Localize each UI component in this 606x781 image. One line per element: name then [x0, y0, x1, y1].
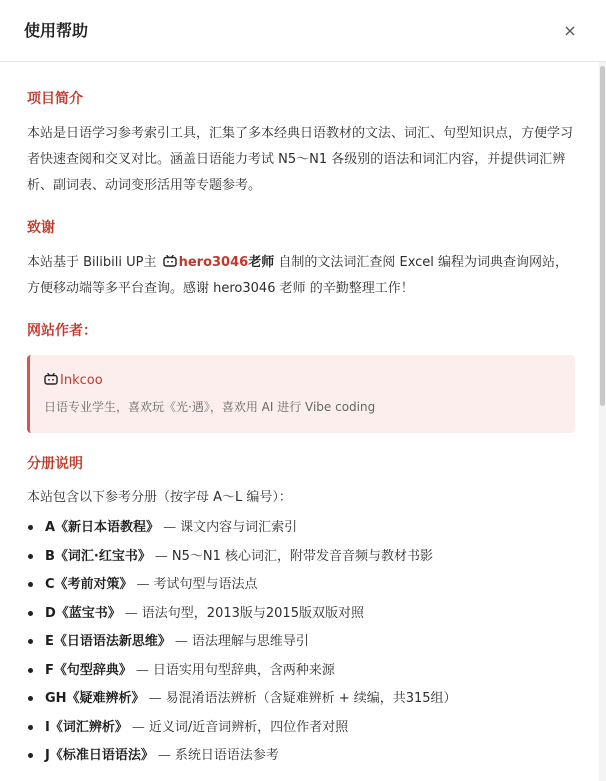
volume-desc: 语法句型，2013版与2015版双版对照 [141, 605, 364, 621]
list-item [27, 604, 573, 633]
list-item [27, 547, 573, 576]
volume-name: B《词汇·红宝书》 [45, 548, 151, 564]
teacher-suffix: 老师 [248, 255, 275, 270]
thanks-text [27, 250, 573, 302]
list-item [27, 575, 573, 604]
bilibili-tv-icon [163, 255, 177, 267]
volume-desc: 近义词/近音词辨析，四位作者对照 [148, 719, 349, 735]
volumes-intro: 本站包含以下参考分册（按字母 A～L 编号）： [27, 490, 292, 505]
author-name[interactable]: Inkcoo [60, 373, 103, 388]
volume-dash: — [124, 605, 138, 621]
list-item [27, 632, 573, 661]
volume-name: I《词汇辨析》 [45, 719, 128, 735]
volume-dash: — [148, 691, 162, 706]
list-item [27, 661, 573, 690]
volume-name: A《新日本语教程》 [45, 520, 160, 535]
author-name-row[interactable] [44, 369, 575, 393]
volume-dash: — [163, 520, 177, 535]
volume-dash: — [131, 719, 145, 735]
thanks-prefix: 本站基于 Bilibili UP主 [27, 255, 161, 270]
list-item [27, 718, 573, 747]
volume-desc: 课文内容与词汇索引 [180, 520, 298, 535]
volume-desc: 语法理解与思维导引 [191, 634, 309, 649]
section-title-volumes: 分册说明 [27, 456, 83, 472]
volume-dash: — [136, 577, 150, 592]
volume-desc: 易混淆语法辨析（含疑难辨析 + 续编，共315组） [165, 691, 457, 706]
volume-desc: N5～N1 核心词汇，附带发音音频与教材书影 [171, 548, 433, 564]
volume-desc: 日语实用句型辞典，含两种来源 [152, 662, 335, 678]
volume-name: D《蓝宝书》 [45, 605, 121, 621]
volume-name: C《考前对策》 [45, 577, 133, 592]
thanks-suffix: 自制的文法词汇查阅 Excel 编程为词典查询网站，方便移动端等多平台查询。感谢 hero3046 老师 的辛勤整理工作！ [27, 255, 569, 296]
volume-dash: — [174, 634, 188, 649]
teacher-link[interactable]: hero3046 [178, 255, 249, 270]
modal-body[interactable] [0, 62, 600, 781]
volume-desc: 考试句型与语法点 [153, 577, 258, 592]
volume-dash: — [154, 548, 168, 564]
bilibili-tv-icon [44, 373, 58, 385]
list-item [27, 518, 573, 547]
section-title-thanks: 致谢 [27, 220, 55, 236]
volume-list [27, 518, 573, 775]
section-title-author: 网站作者： [27, 323, 97, 339]
list-item [27, 689, 573, 718]
volume-dash: — [135, 662, 149, 678]
volume-desc: 系统日语语法参考 [174, 748, 279, 763]
volume-dash: — [157, 748, 171, 763]
author-description: 日语专业学生，喜欢玩《光·遇》，喜欢用 AI 进行 Vibe coding [44, 400, 376, 414]
modal-title: 使用帮助 [24, 21, 89, 40]
volume-name: E《日语语法新思维》 [45, 634, 171, 649]
volume-name: F《句型辞典》 [45, 662, 132, 678]
list-item [27, 746, 573, 775]
scrollbar-thumb[interactable] [600, 66, 605, 406]
close-button[interactable]: × [563, 21, 577, 40]
volume-name: J《标准日语语法》 [45, 748, 154, 763]
intro-text: 本站是日语学习参考索引工具，汇集了多本经典日语教材的文法、词汇、句型知识点，方便学习者快速查阅和交叉对比。涵盖日语能力考试 N5～N1 各级别的语法和词汇内容，并提供词汇辨析、副词表、动词变形活用等专题参考。 [27, 126, 574, 193]
section-title-intro: 项目简介 [27, 91, 83, 107]
author-card [27, 355, 575, 433]
modal-header [0, 0, 606, 62]
volume-name: GH《疑难辨析》 [45, 691, 145, 706]
